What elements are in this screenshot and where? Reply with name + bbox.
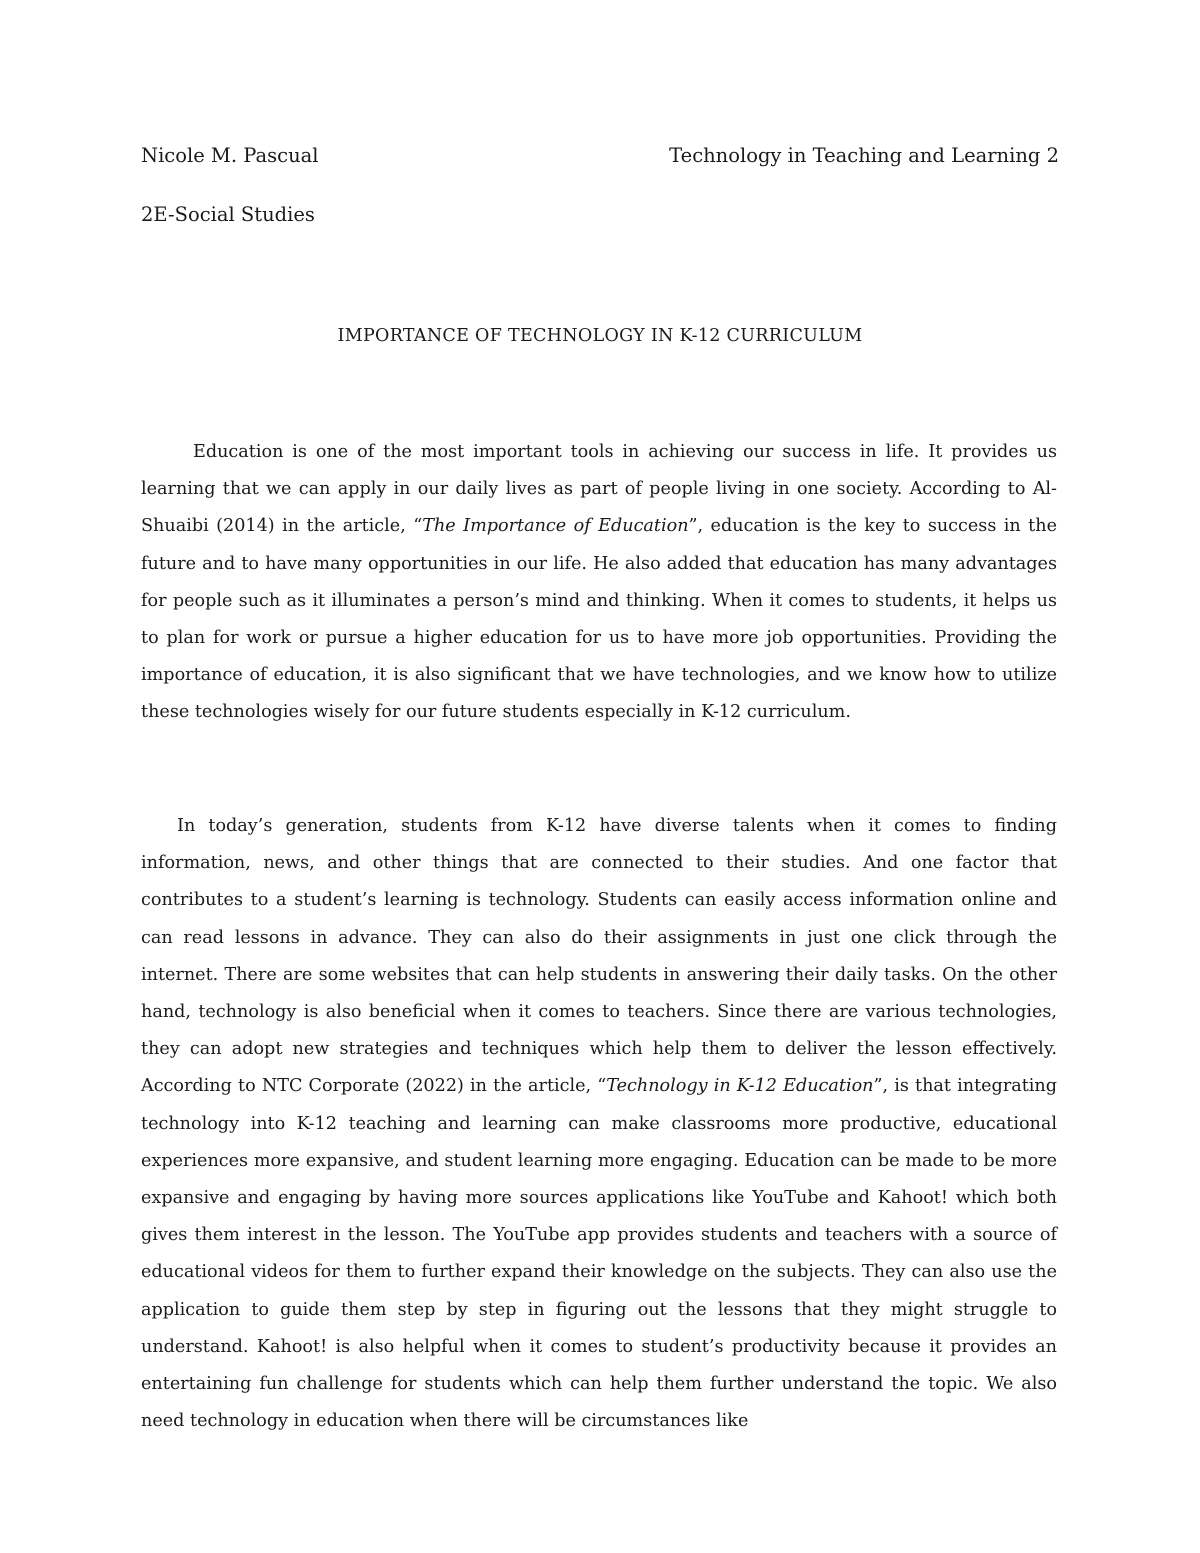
- paragraph-2-text-b: ”, is that integrating technology into K-12 teaching and learning can make classrooms more productive, educational experiences more expansive, and student learning more engaging. Education can be made to be more expansive and engaging by having more sources applications like YouTube and Kahoot! which both gives them interest in the lesson. The YouTube app provides students and teachers with a source of educational videos for them to further expand their knowledge on the subjects. They can also use the application to guide them step by step in figuring out the lessons that they might struggle to understand. Kahoot! is also helpful when it comes to student’s productivity because it provides an entertaining fun challenge for students which can help them further understand the topic. We also need technology in education when there will be circumstances like: [141, 1076, 1058, 1432]
- section-name: 2E-Social Studies: [141, 203, 315, 226]
- paragraph-1: [141, 434, 1057, 732]
- header-row: [141, 142, 1059, 170]
- paragraph-1-text-b: ”, education is the key to success in the future and to have many opportunities in our life. He also added that education has many advantages for people such as it illuminates a person’s mind and thinking. When it comes to students, it helps us to plan for work or pursue a higher education for us to have more job opportunities. Providing the importance of education, it is also significant that we have technologies, and we know how to utilize these technologies wisely for our future students especially in K-12 curriculum.: [141, 516, 1057, 723]
- paragraph-1-text-a: Education is one of the most important tools in achieving our success in life. It provides us learning that we can apply in our daily lives as part of people living in one society. According to Al-Shuaibi (2014) in the article, “: [141, 442, 1057, 537]
- paragraph-2-text-a: In today’s generation, students from K-12 have diverse talents when it comes to finding information, news, and other things that are connected to their studies. And one factor that contributes to a student’s learning is technology. Students can easily access information online and can read lessons in advance. They can also do their assignments in just one click through the internet. There are some websites that can help students in answering their daily tasks. On the other hand, technology is also beneficial when it comes to teachers. Since there are various technologies, they can adopt new strategies and techniques which help them to deliver the lesson effectively. According to NTC Corporate (2022) in the article, “: [141, 816, 1057, 1097]
- document-title: IMPORTANCE OF TECHNOLOGY IN K-12 CURRICULUM: [337, 326, 863, 346]
- paragraph-1-article-title: The Importance of Education: [422, 516, 689, 537]
- paragraph-2-article-title: Technology in K-12 Education: [606, 1076, 874, 1097]
- paragraph-2: [141, 808, 1057, 1440]
- course-name: Technology in Teaching and Learning 2: [669, 144, 1059, 167]
- author-name: Nicole M. Pascual: [141, 144, 319, 167]
